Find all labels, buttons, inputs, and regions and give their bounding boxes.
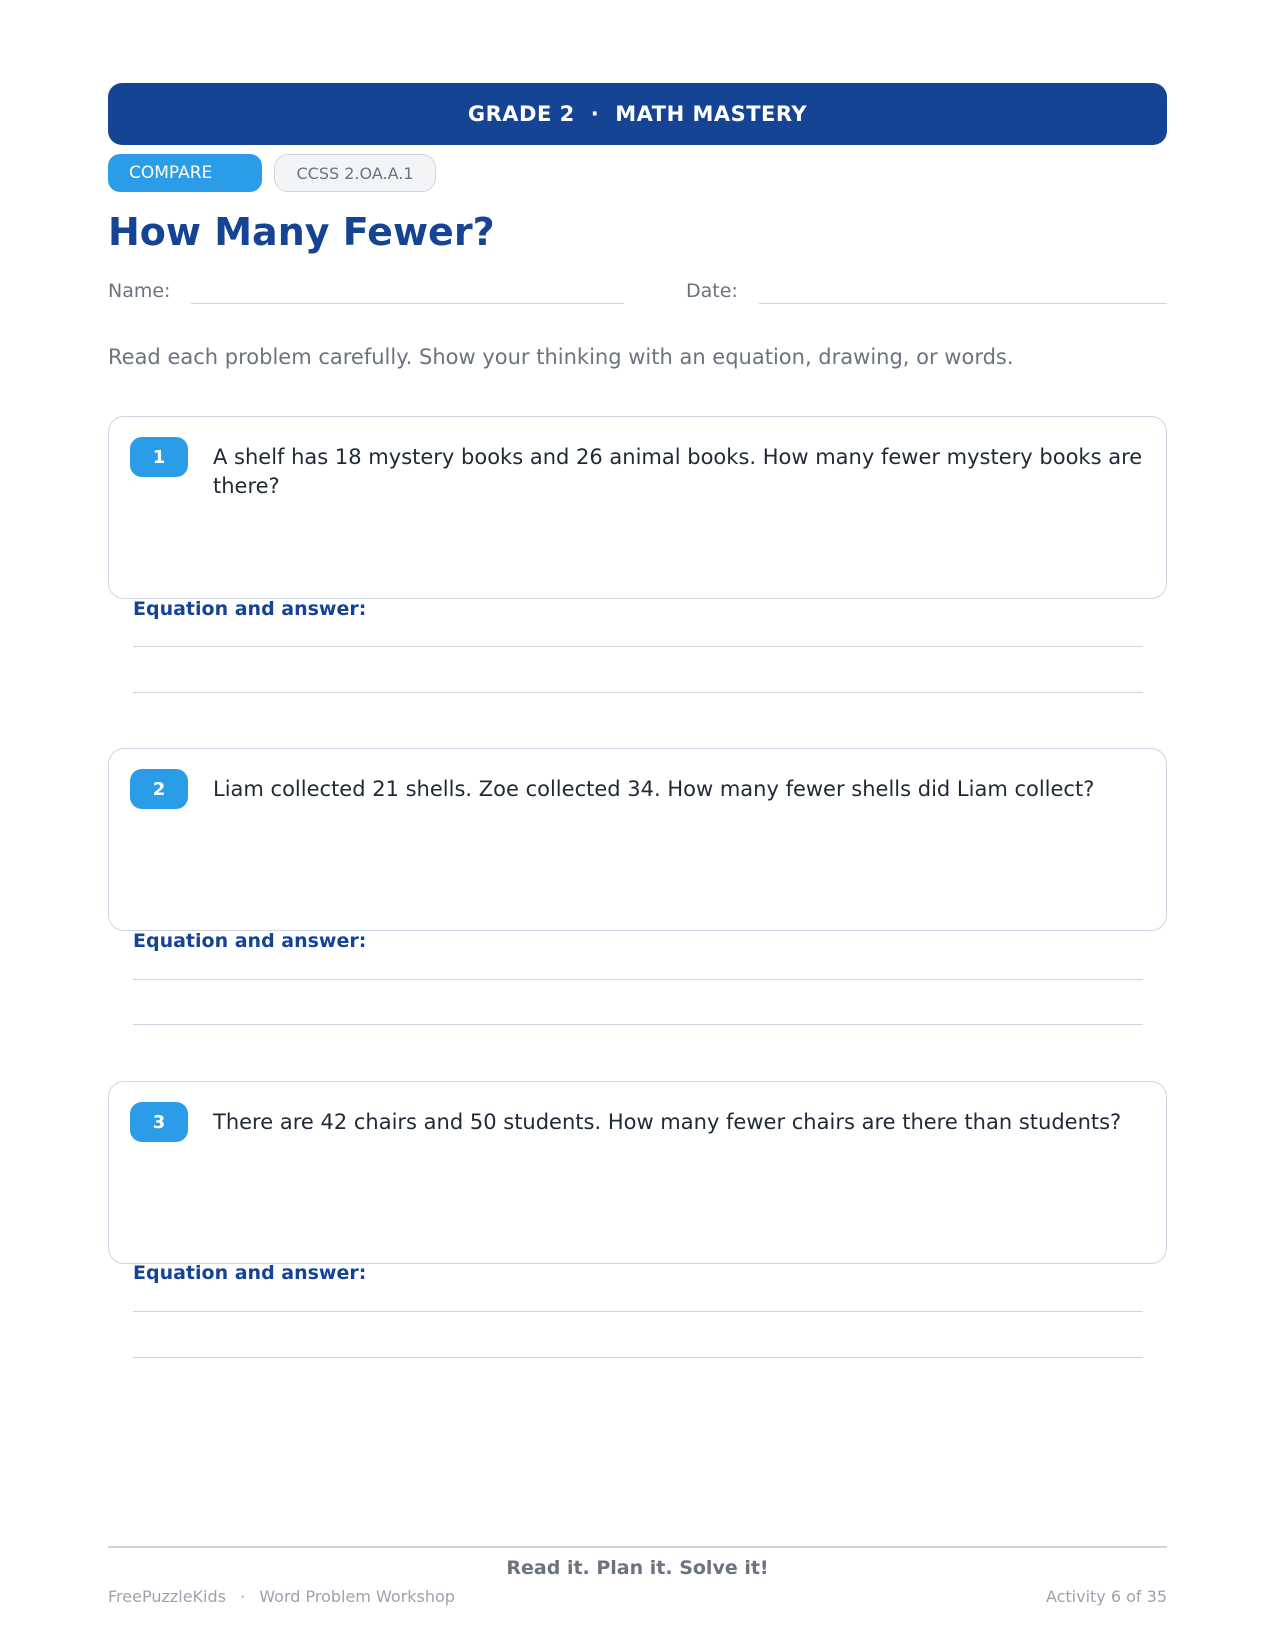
answer-line[interactable] (133, 1311, 1143, 1312)
answer-line[interactable] (133, 646, 1143, 647)
activity-counter: Activity 6 of 35 (1045, 1587, 1167, 1606)
page-title: How Many Fewer? (108, 210, 495, 254)
problem-card-2 (108, 748, 1167, 931)
answer-label: Equation and answer: (133, 598, 367, 620)
problem-number-badge: 2 (130, 769, 188, 809)
name-field[interactable] (191, 303, 624, 304)
grade-label: GRADE 2 (467, 102, 575, 126)
problem-number-badge: 3 (130, 1102, 188, 1142)
series-name: Word Problem Workshop (259, 1587, 455, 1606)
answer-line[interactable] (133, 1024, 1143, 1025)
footer-motto: Read it. Plan it. Solve it! (506, 1557, 769, 1579)
footer-separator: · (240, 1587, 246, 1606)
answer-line[interactable] (133, 979, 1143, 980)
answer-line[interactable] (133, 1357, 1143, 1358)
problem-text: There are 42 chairs and 50 students. How many fewer chairs are there than students? (213, 1110, 1122, 1134)
problem-card-3 (108, 1081, 1167, 1264)
instructions: Read each problem carefully. Show your thinking with an equation, drawing, or words. (108, 345, 1014, 369)
header-banner (108, 83, 1167, 145)
problem-number-badge: 1 (130, 437, 188, 477)
subject-label: MATH MASTERY (615, 102, 808, 126)
answer-label: Equation and answer: (133, 930, 367, 952)
problem-text: Liam collected 21 shells. Zoe collected 34. How many fewer shells did Liam collect? (213, 777, 1095, 801)
name-label: Name: (108, 280, 171, 302)
answer-label: Equation and answer: (133, 1262, 367, 1284)
header-separator: · (590, 102, 600, 126)
date-field[interactable] (759, 303, 1167, 304)
category-tag: COMPARE (108, 154, 262, 192)
problem-card-1 (108, 416, 1167, 599)
date-label: Date: (686, 280, 738, 302)
standard-tag: CCSS 2.OA.A.1 (274, 154, 436, 192)
answer-line[interactable] (133, 692, 1143, 693)
footer-credits (108, 1587, 455, 1606)
brand-name: FreePuzzleKids (108, 1587, 226, 1606)
footer-divider (108, 1546, 1167, 1548)
problem-text: A shelf has 18 mystery books and 26 animal books. How many fewer mystery books are there? (213, 445, 1143, 498)
